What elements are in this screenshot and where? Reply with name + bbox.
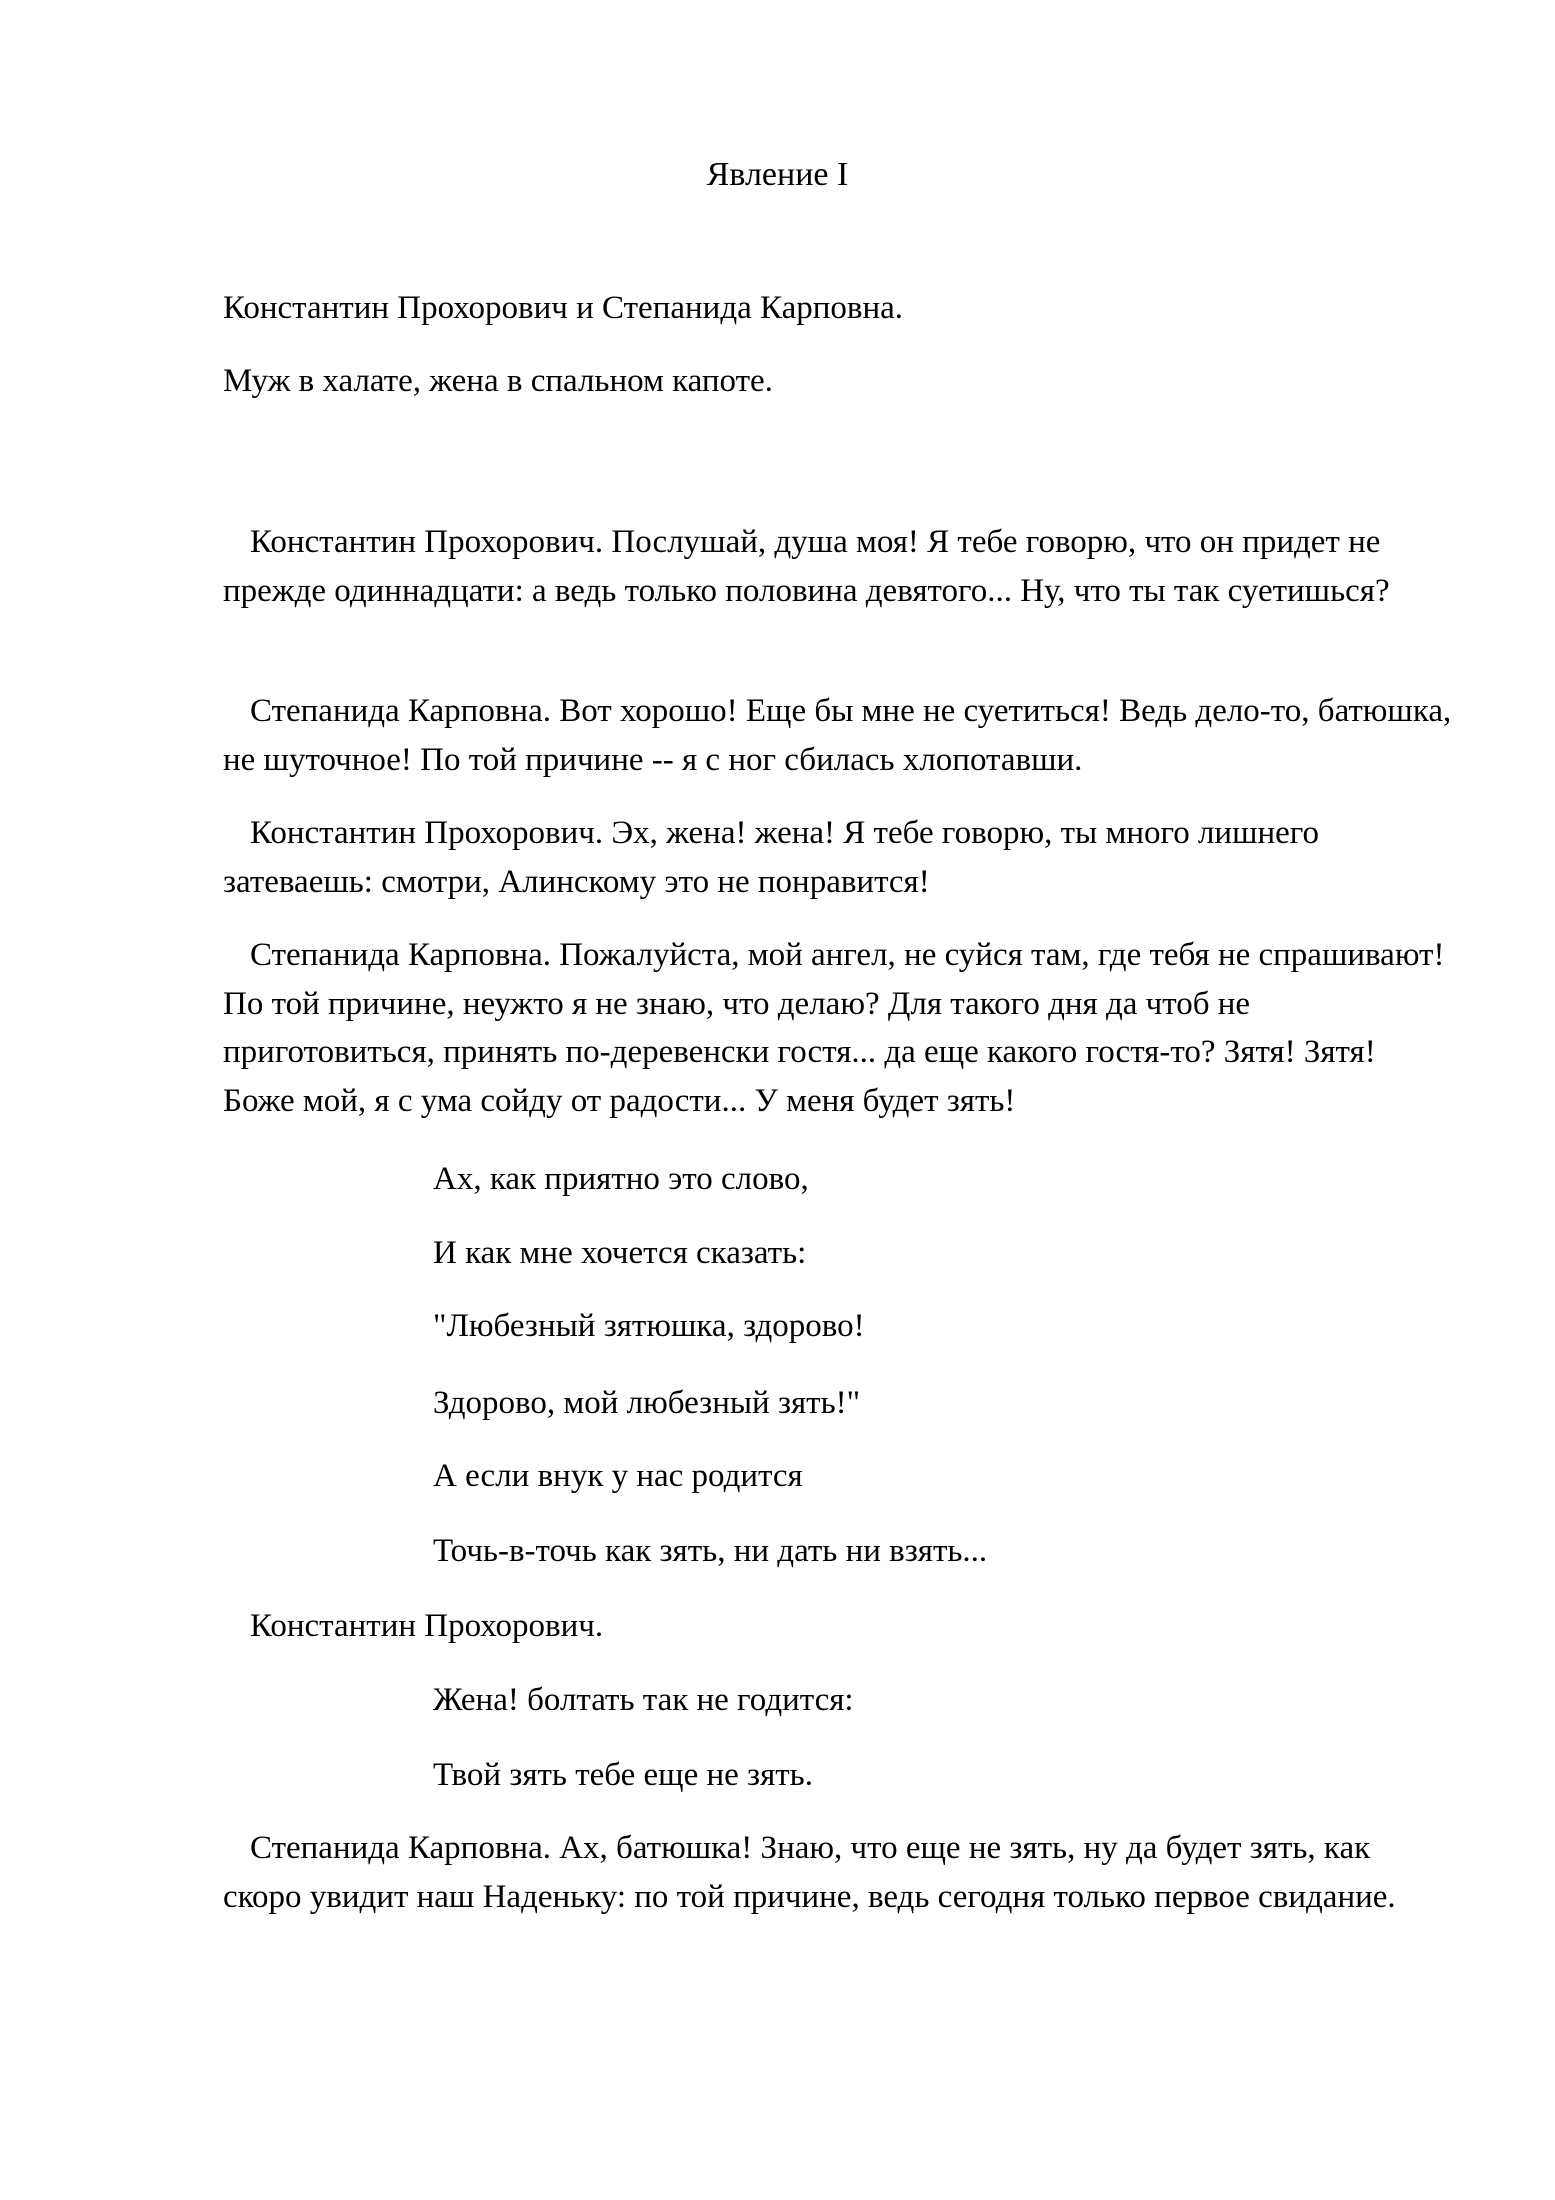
- characters-line: Константин Прохорович и Степанида Карповна.: [223, 290, 904, 326]
- verse-line: А если внук у нас родится: [433, 1458, 803, 1494]
- speaker-konstantin: Константин Прохорович.: [250, 1608, 604, 1644]
- verse-line: И как мне хочется сказать:: [433, 1235, 807, 1271]
- verse-line: Твой зять тебе еще не зять.: [433, 1757, 813, 1793]
- speech-stepanida-3: Степанида Карповна. Ах, батюшка! Знаю, что еще не зять, ну да будет зять, как скоро увидит наш Наденьку: по той причине, ведь сегодня только первое свидание.: [223, 1830, 1396, 1915]
- verse-line: "Любезный зятюшка, здорово!: [433, 1308, 865, 1344]
- verse-line: Ах, как приятно это слово,: [433, 1161, 809, 1197]
- stage-direction: Муж в халате, жена в спальном капоте.: [223, 363, 773, 399]
- scene-title: Явление I: [706, 156, 849, 193]
- speech-stepanida-2: Степанида Карповна. Пожалуйста, мой ангел, не суйся там, где тебя не спрашивают! По той причине, неужто я не знаю, что делаю? Для такого дня да чтоб не приготовиться, принять по-деревенски гостя... да еще какого гостя-то? Зятя! Зятя! Боже мой, я с ума сойду от радости... У меня будет зять!: [223, 937, 1445, 1119]
- verse-line: Здорово, мой любезный зять!": [433, 1385, 861, 1421]
- verse-line: Жена! болтать так не годится:: [433, 1682, 854, 1718]
- speech-stepanida-1: Степанида Карповна. Вот хорошо! Еще бы мне не суетиться! Ведь дело-то, батюшка, не шуточное! По той причине -- я с ног сбилась хлопотавши.: [223, 693, 1452, 778]
- verse-line: Точь-в-точь как зять, ни дать ни взять...: [433, 1533, 988, 1569]
- speech-konstantin-1: Константин Прохорович. Послушай, душа моя! Я тебе говорю, что он придет не прежде одиннадцати: а ведь только половина девятого... Ну, что ты так суетишься?: [223, 524, 1390, 609]
- speech-konstantin-2: Константин Прохорович. Эх, жена! жена! Я тебе говорю, ты много лишнего затеваешь: смотри, Алинскому это не понравится!: [223, 815, 1320, 900]
